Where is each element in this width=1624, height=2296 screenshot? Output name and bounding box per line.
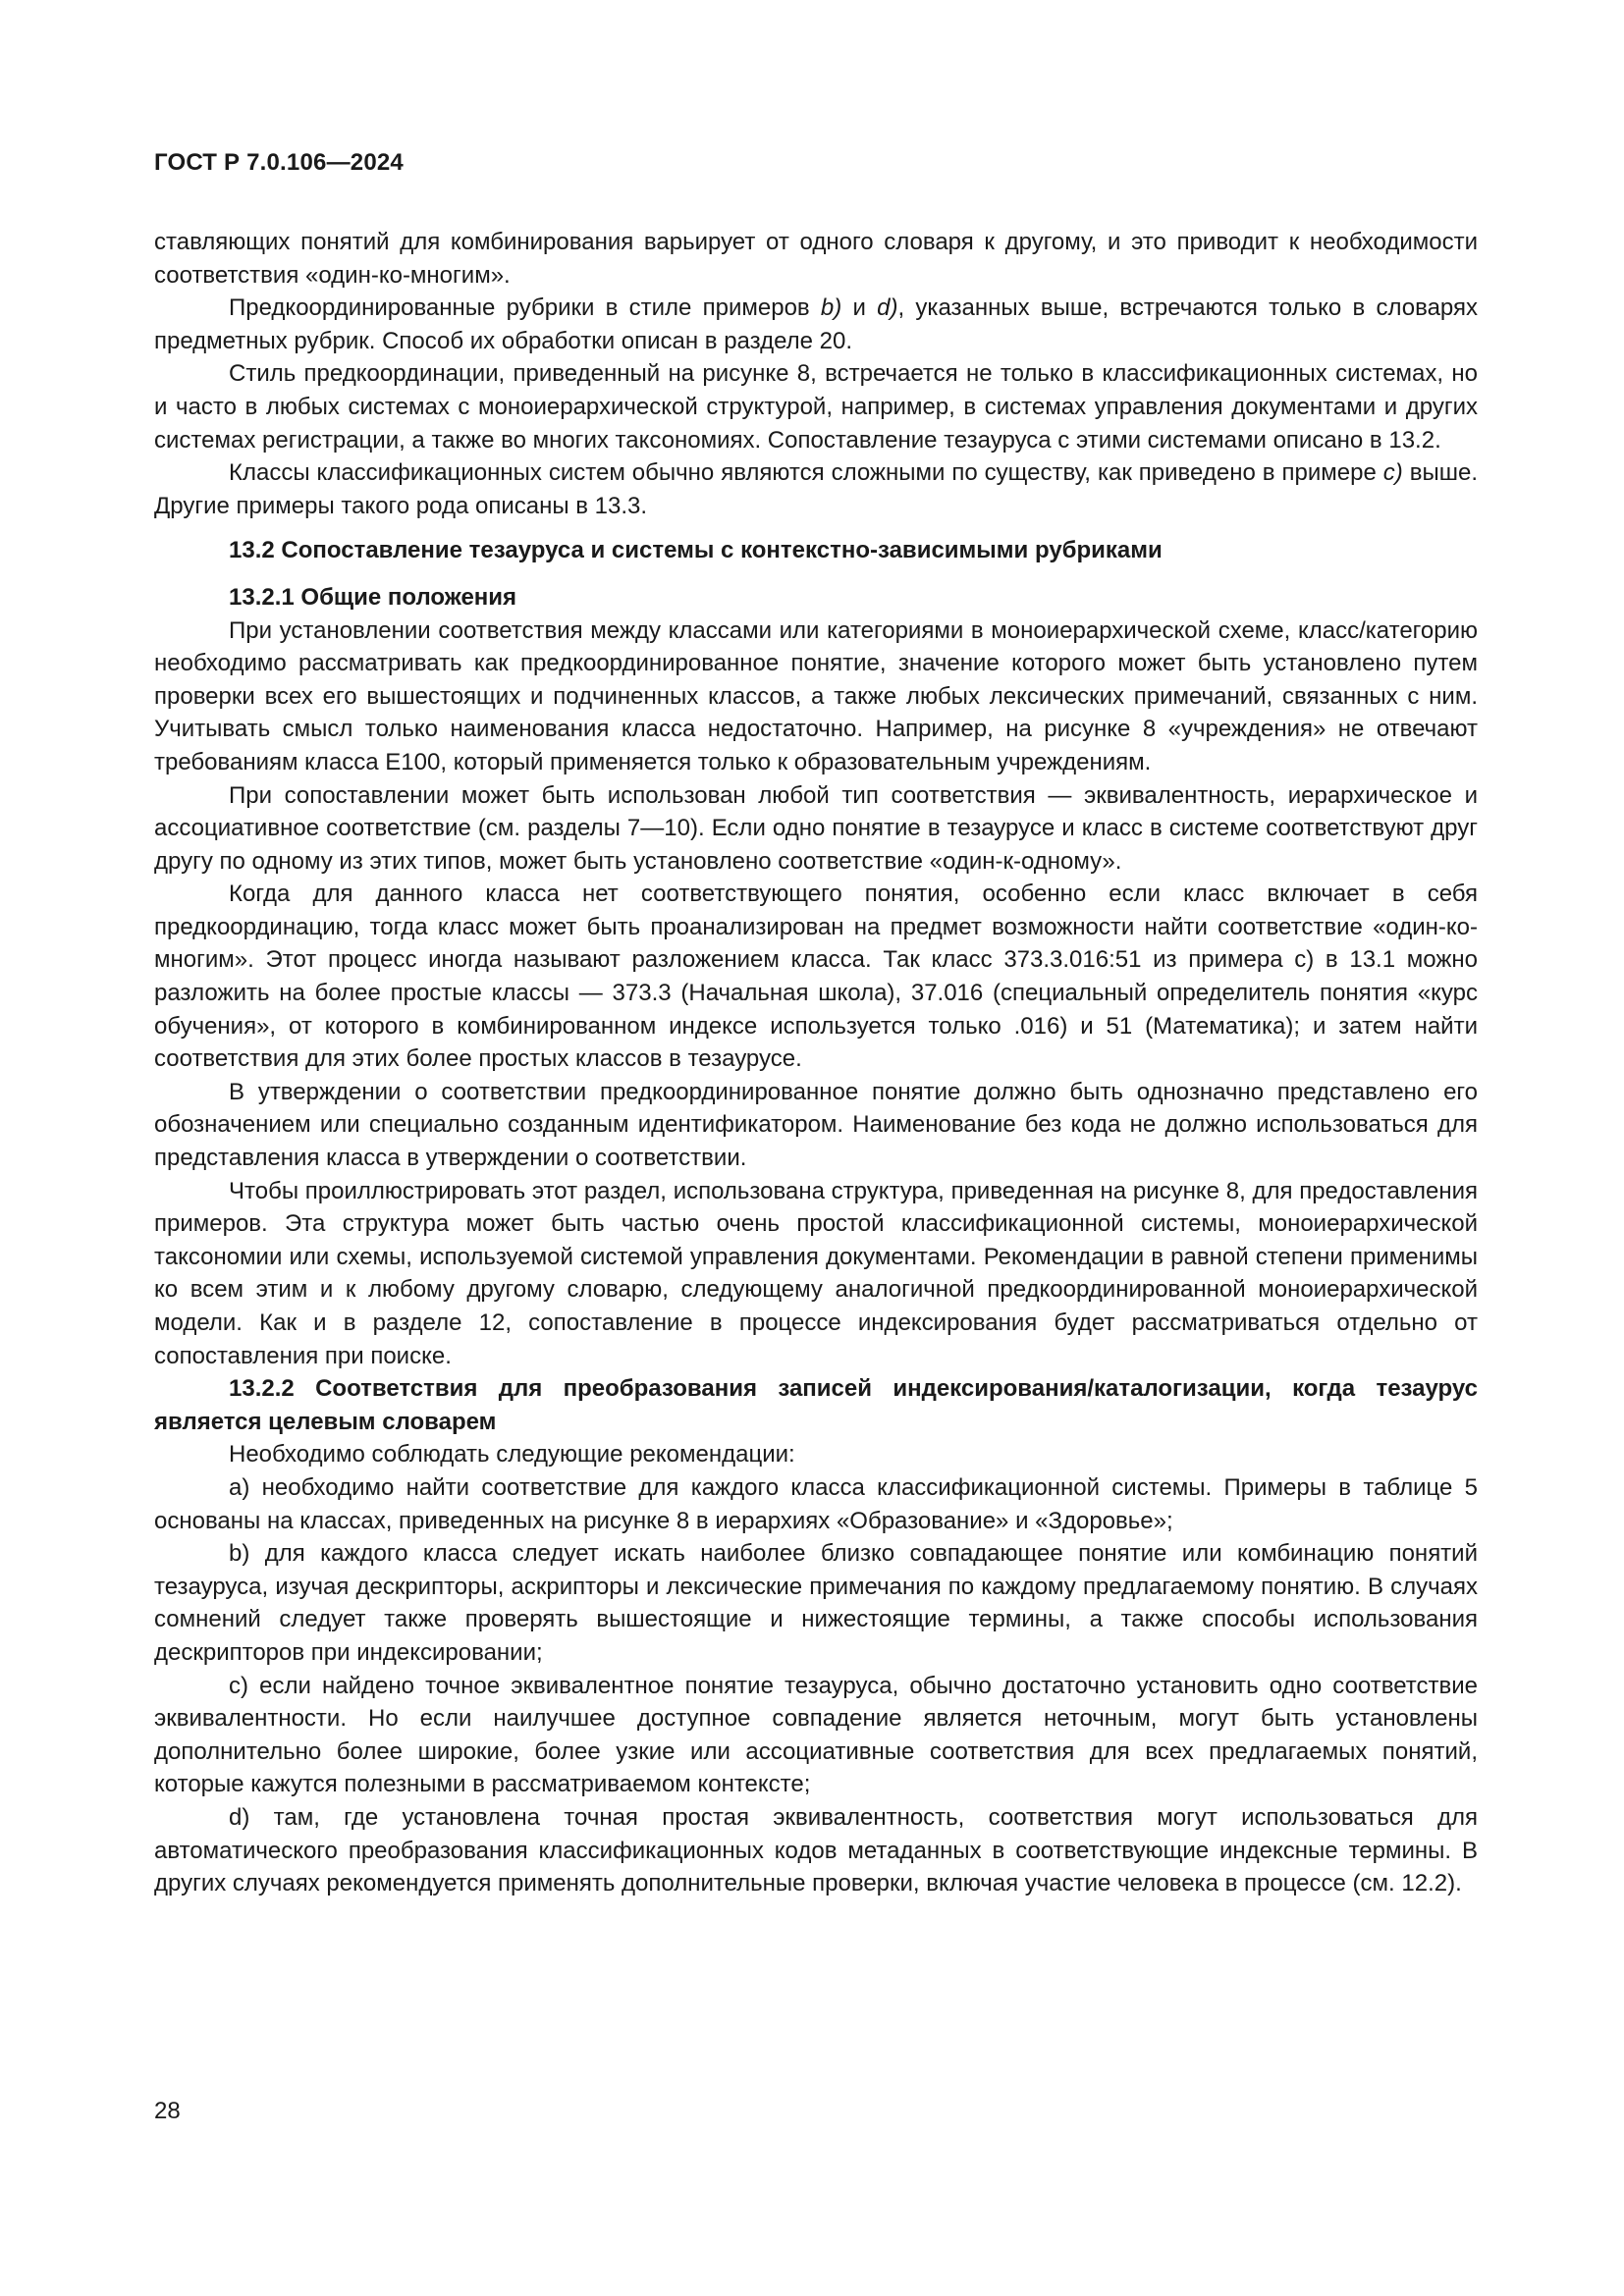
paragraph-classification-classes	[154, 456, 1478, 522]
paragraph-precoordinated-headings	[154, 292, 1478, 357]
subsection-heading-13-2-2: 13.2.2 Соответствия для преобразования записей индексирования/каталогизации, когда тезаурус является целевым словарем	[154, 1375, 1478, 1435]
document-body	[154, 226, 1478, 1900]
standard-code-header: ГОСТ Р 7.0.106—2024	[154, 149, 404, 176]
list-item-d: d) там, где установлена точная простая эквивалентность, соответствия могут использоваться для автоматического преобразования классификационных кодов метаданных в соответствующие индексные термины. В других случаях рекомендуется применять дополнительные проверки, включая участие человека в процессе (см. 12.2).	[154, 1803, 1478, 1897]
paragraph-mapping-types: При сопоставлении может быть использован любой тип соответствия — эквивалентность, иерархическое и ассоциативное соответствие (см. разделы 7—10). Если одно понятие в тезаурусе и класс в системе соответствуют друг другу по одному из этих типов, может быть установлено соответствие «один-к-одному».	[154, 781, 1478, 875]
list-item-a: а) необходимо найти соответствие для каждого класса классификационной системы. Примеры в таблице 5 основаны на классах, приведенных на рисунке 8 в иерархиях «Образование» и «Здоровье»;	[154, 1473, 1478, 1534]
paragraph-illustration: Чтобы проиллюстрировать этот раздел, использована структура, приведенная на рисунке 8, для предоставления примеров. Эта структура может быть частью очень простой классификационной системы, моноиерархической таксономии или схемы, используемой системой управления документами. Рекомендации в равной степени применимы ко всем этим и к любому другому словарю, следующему аналогичной предкоординированной моноиерархической модели. Как и в разделе 12, сопоставление в процессе индексирования будет рассматриваться отдельно от сопоставления при поиске.	[154, 1177, 1478, 1369]
paragraph-class-decomposition: Когда для данного класса нет соответствующего понятия, особенно если класс включает в себя предкоординацию, тогда класс может быть проанализирован на предмет возможности найти соответствие «один-ко-многим». Этот процесс иногда называют разложением класса. Так класс 373.3.016:51 из примера с) в 13.1 можно разложить на более простые классы — 373.3 (Начальная школа), 37.016 (специальный определитель понятия «курс обучения», от которого в комбинированном индексе используется только .016) и 51 (Математика); и затем найти соответствия для этих более простых классов в тезаурусе.	[154, 881, 1478, 1073]
text-run: Предкоординированные рубрики в стиле примеров	[229, 294, 821, 322]
paragraph-mapping-statement: В утверждении о соответствии предкоординированное понятие должно быть однозначно представлено его обозначением или специально созданным идентификатором. Наименование без кода не должно использоваться для представления класса в утверждении о соответствии.	[154, 1078, 1478, 1172]
list-item-c: с) если найдено точное эквивалентное понятие тезауруса, обычно достаточно установить одно соответствие эквивалентности. Но если наилучшее доступное совпадение является неточным, могут быть установлены дополнительно более широкие, более узкие или ассоциативные соответствия для всех предлагаемых понятий, которые кажутся полезными в рассматриваемом контексте;	[154, 1672, 1478, 1798]
subsection-heading-13-2-1: 13.2.1 Общие положения	[229, 583, 517, 611]
list-item-b: b) для каждого класса следует искать наиболее близко совпадающее понятие или комбинацию понятий тезауруса, изучая дескрипторы, аскрипторы и лексические примечания по каждому предлагаемому понятию. В случаях сомнений следует также проверять вышестоящие и нижестоящие термины, а также способы использования дескрипторов при индексировании;	[154, 1540, 1478, 1666]
example-ref-c: с)	[1382, 459, 1403, 487]
paragraph-correspondence-classes: При установлении соответствия между классами или категориями в моноиерархической схеме, класс/категорию необходимо рассматривать как предкоординированное понятие, значение которого может быть установлено путем проверки всех его вышестоящих и подчиненных классов, а также любых лексических примечаний, связанных с ним. Учитывать смысл только наименования класса недостаточно. Например, на рисунке 8 «учреждения» не отвечают требованиям класса Е100, который применяется только к образовательным учреждениям.	[154, 616, 1478, 775]
section-heading-13-2: 13.2 Сопоставление тезауруса и системы с контекстно-зависимыми рубриками	[229, 537, 1163, 564]
document-page	[154, 0, 1478, 2296]
paragraph-recommendations-intro: Необходимо соблюдать следующие рекомендации:	[229, 1441, 795, 1468]
page-number: 28	[154, 2098, 181, 2124]
text-run: , указанных выше, встречаются только в словарях предметных рубрик. Способ их обработки описан в разделе 20.	[154, 294, 1478, 354]
text-run: Классы классификационных систем обычно являются сложными по существу, как приведено в примере	[229, 459, 1383, 487]
example-ref-d: d)	[877, 294, 898, 322]
paragraph-precoordination-style: Стиль предкоординации, приведенный на рисунке 8, встречается не только в классификационных системах, но и часто в любых системах с моноиерархической структурой, например, в системах управления документами и других системах регистрации, а также во многих таксономиях. Сопоставление тезауруса с этими системами описано в 13.2.	[154, 360, 1478, 454]
text-run: выше. Другие примеры такого рода описаны в 13.3.	[154, 459, 1479, 519]
paragraph-continuation: ставляющих понятий для комбинирования варьирует от одного словаря к другому, и это приводит к необходимости соответствия «один-ко-многим».	[154, 229, 1478, 289]
text-run: и	[841, 294, 878, 322]
example-ref-b: b)	[820, 294, 842, 322]
